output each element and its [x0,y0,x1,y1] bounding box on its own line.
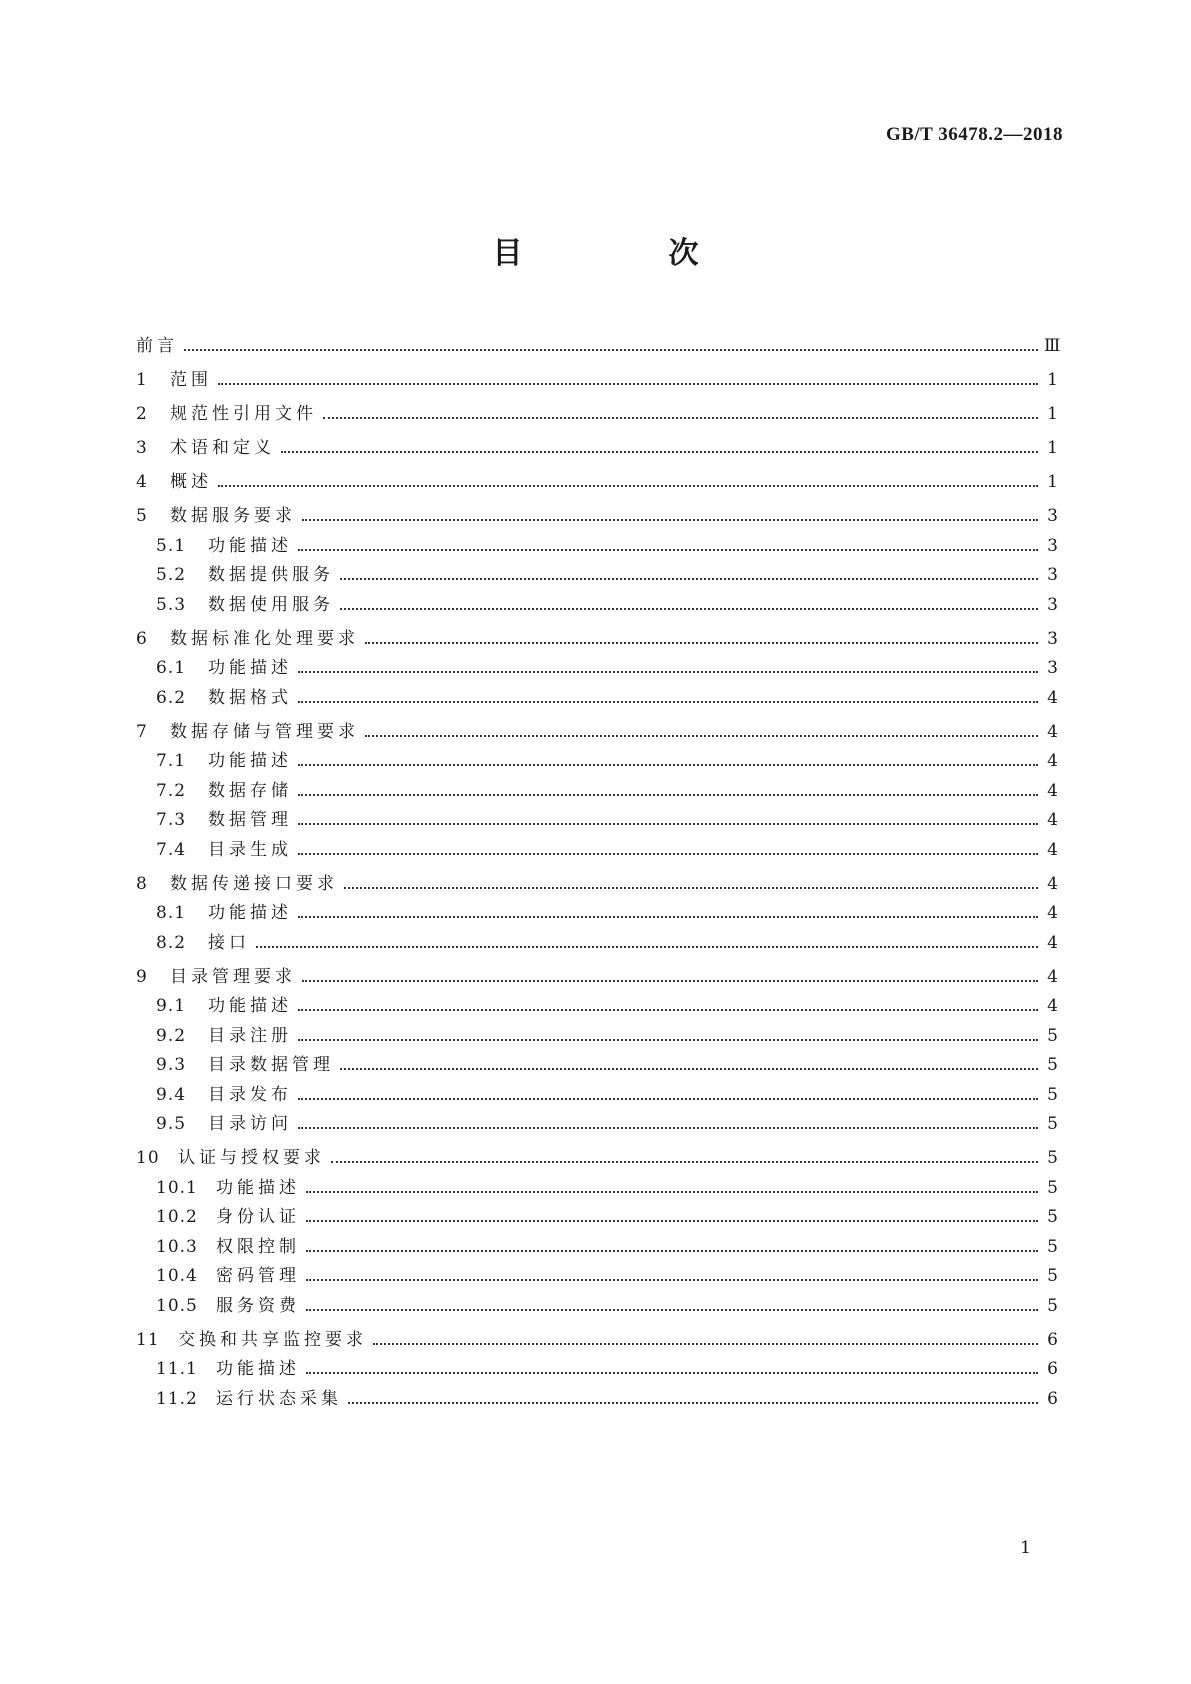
toc-dot-leader [365,642,1038,644]
toc-entry-number: 5.3 [156,594,187,615]
toc-entry[interactable] [136,1020,1058,1046]
toc-entry-page: 5 [1047,1266,1058,1286]
toc-entry-title: 密码管理 [216,1266,300,1286]
toc-dot-leader [348,1402,1038,1404]
toc-entry-number: 9.3 [156,1055,187,1075]
toc-entry-title: 接口 [208,932,250,953]
toc-dot-leader [298,671,1038,673]
toc-entry-title: 数据管理 [208,810,292,830]
toc-dot-leader [323,417,1038,419]
toc-entry-page: 4 [1047,721,1058,742]
toc-entry-title: 数据传递接口要求 [170,873,338,894]
toc-entry-title: 功能描述 [208,535,292,556]
toc-entry-number: 7.3 [156,810,187,830]
toc-entry-page: 4 [1047,966,1058,987]
toc-dot-leader [340,578,1038,580]
toc-entry[interactable] [136,500,1058,526]
page-number: 1 [1020,1538,1031,1558]
toc-dot-leader [306,1372,1038,1374]
toc-entry[interactable] [136,1260,1058,1286]
toc-entry-page: 1 [1047,438,1058,458]
toc-entry-number: 10 [136,1148,160,1168]
toc-entry[interactable] [136,623,1058,649]
toc-entry-page: Ⅲ [1044,336,1061,356]
toc-entry[interactable] [136,804,1058,830]
toc-dot-leader [340,1068,1038,1070]
toc-entry-number: 6.1 [156,658,187,678]
toc-entry-page: 5 [1047,1177,1058,1198]
toc-entry-title: 运行状态采集 [216,1388,342,1409]
toc-entry-number: 11 [136,1329,160,1350]
toc-entry[interactable] [136,961,1058,987]
toc-entry[interactable] [136,1049,1058,1075]
toc-entry-number: 1 [136,370,148,390]
toc-entry[interactable] [136,745,1058,771]
toc-entry[interactable] [136,1290,1058,1316]
toc-dot-leader [298,1039,1038,1041]
toc-entry-title: 目录生成 [208,839,292,860]
toc-entry-title: 目录数据管理 [208,1055,334,1075]
toc-entry-page: 6 [1047,1388,1058,1409]
toc-entry-number: 2 [136,404,148,424]
toc-dot-leader [365,735,1038,737]
toc-entry-page: 4 [1047,873,1058,894]
standard-code: GB/T 36478.2—2018 [885,124,1063,145]
toc-entry-number: 10.4 [156,1266,198,1286]
toc-entry-number: 8.1 [156,903,187,923]
toc-dot-leader [302,519,1038,521]
toc-entry[interactable] [136,398,1058,424]
toc-entry[interactable] [136,834,1058,860]
toc-entry-page: 4 [1047,810,1058,830]
toc-dot-leader [184,349,1038,351]
toc-entry-title: 数据存储与管理要求 [170,721,359,742]
toc-dot-leader [306,1220,1038,1222]
toc-entry-title: 目录管理要求 [170,966,296,987]
toc-entry-title: 功能描述 [216,1359,300,1379]
toc-entry-page: 3 [1047,565,1058,585]
toc-dot-leader [298,549,1038,551]
toc-entry-title: 术语和定义 [170,438,275,458]
toc-entry-page: 4 [1047,780,1058,801]
toc-entry[interactable] [136,1142,1058,1168]
toc-entry-number: 9.1 [156,996,187,1016]
toc-entry-page: 5 [1047,1207,1058,1227]
toc-entry-page: 4 [1047,751,1058,771]
toc-entry-page: 6 [1047,1329,1058,1350]
toc-entry-page: 5 [1047,1148,1058,1168]
toc-entry[interactable] [136,1353,1058,1379]
toc-entry-number: 5.2 [156,565,187,585]
toc-entry[interactable] [136,682,1058,708]
toc-entry-page: 1 [1047,370,1058,390]
toc-entry-number: 3 [136,438,148,458]
toc-entry[interactable] [136,1383,1058,1409]
toc-dot-leader [298,916,1038,918]
toc-entry-number: 9.5 [156,1114,187,1134]
toc-entry-title: 服务资费 [216,1295,300,1316]
toc-entry-number: 5.1 [156,535,187,556]
toc-entry-title: 目录访问 [208,1114,292,1134]
toc-entry-page: 4 [1047,903,1058,923]
toc-entry-title: 功能描述 [208,903,292,923]
toc-entry-title: 功能描述 [208,658,292,678]
toc-entry-page: 3 [1047,658,1058,678]
toc-entry-title: 功能描述 [216,1177,300,1198]
toc-entry-number: 7 [136,721,148,742]
toc-entry[interactable] [136,652,1058,678]
toc-entry-number: 8.2 [156,932,187,953]
toc-entry[interactable] [136,1108,1058,1134]
toc-entry[interactable] [136,530,1058,556]
toc-entry-title: 数据使用服务 [208,594,334,615]
toc-entry-page: 5 [1047,1236,1058,1257]
toc-entry-title: 权限控制 [216,1236,300,1257]
toc-entry-number: 9.2 [156,1025,187,1046]
toc-entry[interactable] [136,716,1058,742]
toc-title: 目 次 [492,236,757,271]
toc-entry-number: 7.2 [156,780,187,801]
toc-dot-leader [256,946,1038,948]
toc-entry-page: 4 [1047,839,1058,860]
toc-entry-title: 数据格式 [208,687,292,708]
toc-entry[interactable] [136,868,1058,894]
toc-entry-page: 4 [1047,687,1058,708]
toc-dot-leader [306,1279,1038,1281]
toc-entry-number: 11.2 [156,1388,198,1409]
toc-entry-title: 身份认证 [216,1207,300,1227]
toc-entry-number: 8 [136,873,148,894]
toc-entry-number: 10.5 [156,1295,198,1316]
toc-dot-leader [298,1009,1038,1011]
toc-dot-leader [298,1098,1038,1100]
toc-entry-page: 3 [1047,506,1058,526]
toc-entry-title: 目录注册 [208,1025,292,1046]
toc-entry-page: 1 [1047,404,1058,424]
toc-entry-page: 1 [1047,472,1058,492]
toc-entry[interactable] [136,559,1058,585]
toc-dot-leader [218,485,1038,487]
toc-entry[interactable] [136,330,1061,356]
toc-entry-page: 5 [1047,1084,1058,1105]
toc-entry-title: 数据存储 [208,780,292,801]
toc-entry-page: 3 [1047,628,1058,649]
toc-entry-number: 7.4 [156,839,187,860]
toc-entry-title: 交换和共享监控要求 [178,1329,367,1350]
toc-entry-number: 6.2 [156,687,187,708]
toc-entry[interactable] [136,1172,1058,1198]
toc-entry-number: 6 [136,628,148,649]
toc-entry-number: 11.1 [156,1359,198,1379]
toc-dot-leader [298,1127,1038,1129]
toc-entry[interactable] [136,990,1058,1016]
toc-entry-number: 4 [136,472,148,492]
toc-entry-page: 4 [1047,932,1058,953]
toc-entry-title: 数据提供服务 [208,565,334,585]
toc-dot-leader [306,1250,1038,1252]
toc-entry-page: 3 [1047,535,1058,556]
toc-entry-number: 9 [136,966,148,987]
toc-dot-leader [298,764,1038,766]
toc-entry-page: 3 [1047,594,1058,615]
toc-entry-title: 前言 [136,336,178,356]
toc-entry[interactable] [136,1079,1058,1105]
toc-entry-title: 功能描述 [208,996,292,1016]
toc-dot-leader [331,1161,1038,1163]
toc-dot-leader [298,853,1038,855]
toc-entry[interactable] [136,589,1058,615]
toc-dot-leader [373,1343,1038,1345]
toc-dot-leader [281,451,1038,453]
toc-entry-title: 数据标准化处理要求 [170,628,359,649]
toc-entry-number: 10.1 [156,1177,198,1198]
toc-entry-title: 功能描述 [208,751,292,771]
toc-dot-leader [340,608,1038,610]
toc-entry-page: 5 [1047,1295,1058,1316]
toc-entry[interactable] [136,1231,1058,1257]
toc-dot-leader [306,1309,1038,1311]
toc-entry-title: 概述 [170,472,212,492]
toc-entry-title: 认证与授权要求 [178,1148,325,1168]
toc-entry-number: 9.4 [156,1084,187,1105]
toc-entry-title: 规范性引用文件 [170,404,317,424]
toc-entry-title: 目录发布 [208,1084,292,1105]
toc-entry[interactable] [136,432,1058,458]
toc-dot-leader [298,794,1038,796]
toc-dot-leader [306,1191,1038,1193]
toc-entry[interactable] [136,466,1058,492]
toc-dot-leader [218,383,1038,385]
toc-entry[interactable] [136,1324,1058,1350]
toc-dot-leader [298,823,1038,825]
toc-dot-leader [302,980,1038,982]
toc-entry-number: 10.3 [156,1236,198,1257]
toc-entry-number: 5 [136,506,148,526]
toc-entry-number: 10.2 [156,1207,198,1227]
toc-entry-page: 4 [1047,996,1058,1016]
toc-entry-title: 数据服务要求 [170,506,296,526]
toc-entry[interactable] [136,897,1058,923]
toc-entry-number: 7.1 [156,751,187,771]
toc-entry[interactable] [136,1201,1058,1227]
toc-entry[interactable] [136,927,1058,953]
toc-entry-page: 5 [1047,1114,1058,1134]
toc-entry-title: 范围 [170,370,212,390]
toc-entry-page: 5 [1047,1025,1058,1046]
toc-entry-page: 5 [1047,1055,1058,1075]
toc-dot-leader [344,887,1038,889]
toc-dot-leader [298,701,1038,703]
toc-entry[interactable] [136,364,1058,390]
toc-entry-page: 6 [1047,1359,1058,1379]
toc-entry[interactable] [136,775,1058,801]
